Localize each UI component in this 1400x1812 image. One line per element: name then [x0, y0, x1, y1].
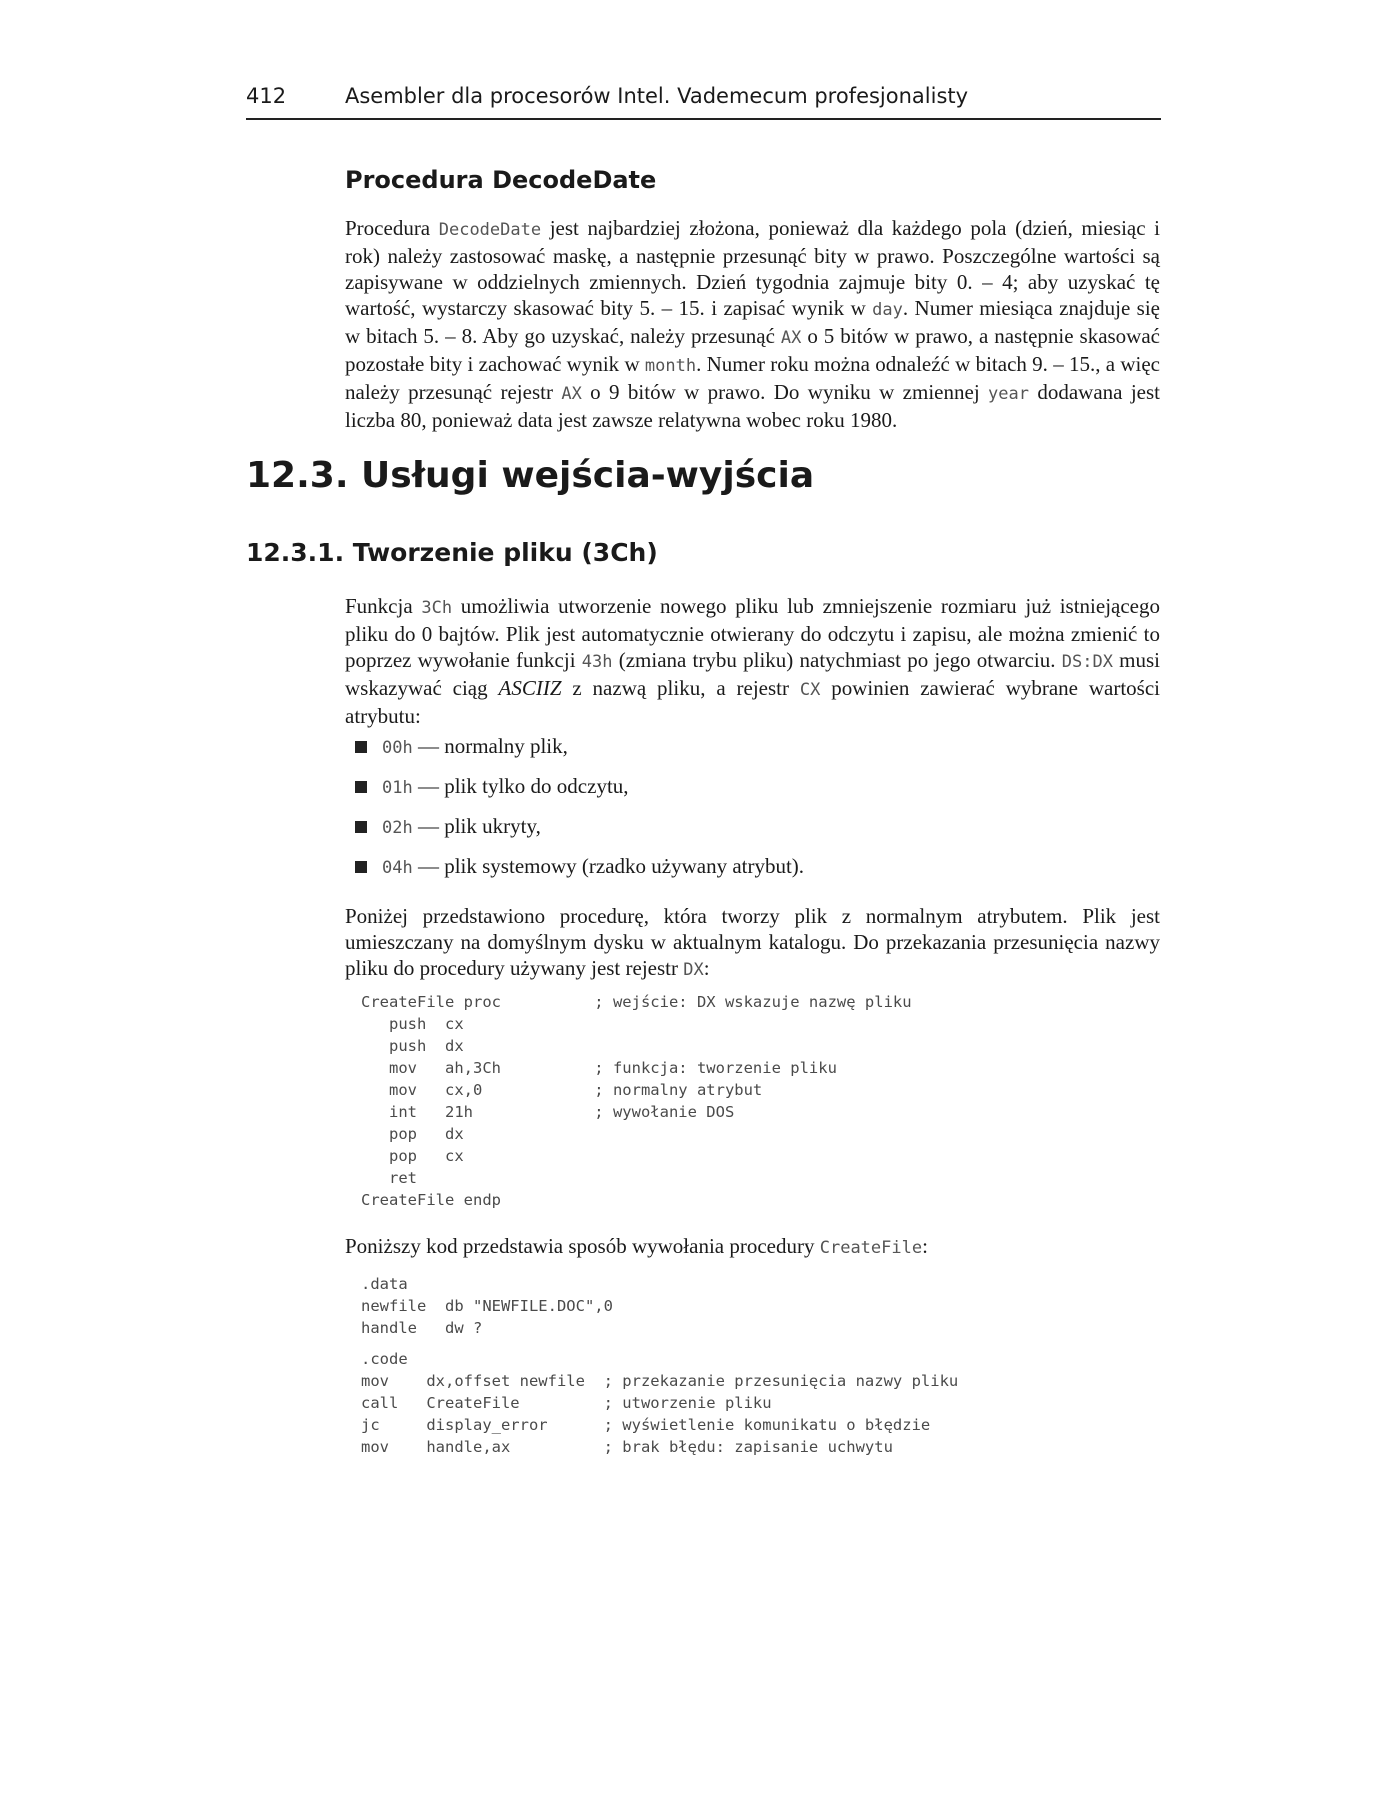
procedure-paragraph: [345, 903, 1160, 983]
list-item: [355, 733, 1155, 773]
intro-paragraph: [345, 593, 1160, 729]
text-run: Poniżej przedstawiono procedurę, która tworzy plik z normalnym atrybutem. Plik jest umieszczany na domyślnym dysku w aktualnym katalogu. Do przekazania przesunięcia nazwy pliku do procedury używany jest rejestr: [345, 904, 1160, 980]
decode-date-paragraph: [345, 215, 1160, 433]
text-run: Procedura: [345, 216, 439, 240]
bullet-square-icon: [355, 741, 367, 753]
bullet-square-icon: [355, 781, 367, 793]
inline-code: 3Ch: [421, 598, 453, 618]
text-run: musi wskazywać ciąg: [345, 648, 1161, 700]
text-run: :: [703, 956, 710, 980]
text-run: :: [922, 1234, 928, 1258]
bullet-square-icon: [355, 821, 367, 833]
text-run: Poniższy kod przedstawia sposób wywołania procedury: [345, 1234, 820, 1258]
inline-code: AX: [561, 384, 582, 404]
attribute-code: 02h: [382, 818, 413, 838]
list-item: [355, 773, 1155, 813]
code-listing-create-file: CreateFile proc ; wejście: DX wskazuje nazwę pliku push cx push dx mov ah,3Ch ; funkcja: tworzenie pliku mov cx,0 ; normalny atrybut int 21h ; wywołanie DOS pop dx pop cx ret CreateFile endp: [361, 993, 912, 1209]
attribute-code: 01h: [382, 778, 413, 798]
procedure-heading: Procedura DecodeDate: [345, 166, 657, 194]
text-run: . Numer roku można odnaleźć w bitach 9. – 15., a więc należy przesunąć rejestr: [345, 352, 1161, 404]
text-run: (zmiana trybu pliku) natychmiast po jego otwarciu.: [612, 648, 1062, 672]
text-run: dodawana jest liczba 80, ponieważ data jest zawsze relatywna wobec roku 1980.: [345, 380, 1161, 432]
code-listing-code: .code mov dx,offset newfile ; przekazanie przesunięcia nazwy pliku call CreateFile ; utworzenie pliku jc display_error ; wyświetlenie komunikatu o błędzie mov handle,ax ; brak błędu: zapisanie uchwytu: [361, 1350, 959, 1456]
attribute-desc: — plik systemowy (rzadko używany atrybut).: [412, 854, 805, 878]
inline-code: day: [872, 300, 903, 320]
text-run: powinien zawierać wybrane wartości atrybutu:: [345, 676, 1160, 728]
inline-code: DS:DX: [1061, 652, 1113, 672]
attribute-list: [355, 733, 1155, 893]
text-run: o 9 bitów w prawo. Do wyniku w zmiennej: [581, 380, 989, 404]
attribute-code: 04h: [382, 858, 413, 878]
text-run: jest najbardziej złożona, ponieważ dla każdego pola (dzień, miesiąc i rok) należy zastosować maskę, a następnie przesunąć bity w prawo. Poszczególne wartości są zapisywane w oddzielnych zmiennych. Dzień tygodnia zajmuje bity 0. – 4; aby uzyskać tę wartość, wystarczy skasować bity 5. – 15. i zapisać wynik w: [345, 216, 1160, 320]
attribute-code: 00h: [382, 738, 413, 758]
list-item: [355, 813, 1155, 853]
page-number: 412: [246, 84, 287, 108]
inline-code: 43h: [581, 652, 613, 672]
code-listing-data: .data newfile db "NEWFILE.DOC",0 handle dw ?: [361, 1275, 613, 1337]
inline-code: DX: [683, 960, 704, 980]
inline-code: year: [988, 384, 1029, 404]
inline-code: month: [644, 356, 697, 376]
text-run: . Numer miesiąca znajduje się w bitach 5. – 8. Aby go uzyskać, należy przesunąć: [345, 296, 1161, 348]
bullet-square-icon: [355, 861, 367, 873]
list-item: [355, 853, 1155, 893]
italic-term: ASCIIZ: [498, 676, 562, 700]
inline-code: DecodeDate: [438, 220, 542, 240]
inline-code: CX: [799, 680, 821, 700]
text-run: z nazwą pliku, a rejestr: [561, 676, 800, 700]
attribute-desc: — plik tylko do odczytu,: [412, 774, 629, 798]
attribute-desc: — plik ukryty,: [412, 814, 541, 838]
text-run: o 5 bitów w prawo, a następnie skasować pozostałe bity i zachować wynik w: [345, 324, 1160, 376]
call-paragraph: [345, 1233, 1160, 1261]
subsection-heading: 12.3.1. Tworzenie pliku (3Ch): [246, 538, 658, 567]
book-title: Asembler dla procesorów Intel. Vademecum profesjonalisty: [345, 84, 969, 108]
chapter-heading: 12.3. Usługi wejścia-wyjścia: [246, 455, 815, 496]
inline-code: CreateFile: [819, 1238, 923, 1258]
inline-code: AX: [780, 328, 802, 348]
text-run: umożliwia utworzenie nowego pliku lub zmniejszenie rozmiaru już istniejącego pliku do 0 bajtów. Plik jest automatycznie otwierany do odczytu i zapisu, ale można zmienić to poprzez wywołanie funkcji: [345, 594, 1160, 672]
text-run: Funkcja: [345, 594, 422, 618]
attribute-desc: — normalny plik,: [412, 734, 568, 758]
running-header: [246, 84, 1161, 120]
